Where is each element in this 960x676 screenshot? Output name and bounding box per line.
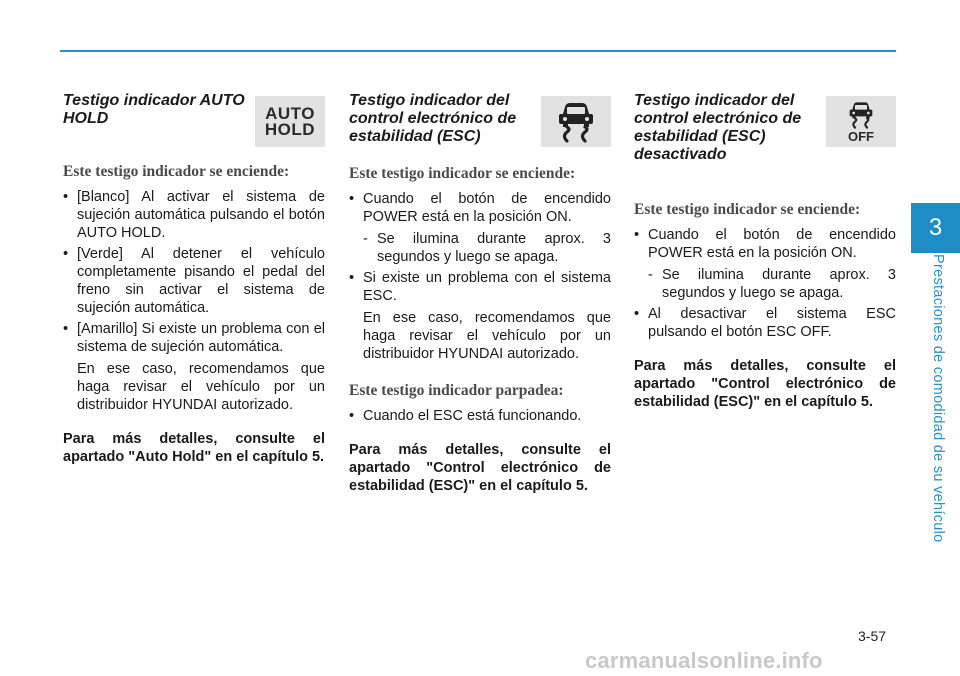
list-item: • Al desactivar el sistema ESC pulsando el botón ESC OFF. (634, 306, 896, 340)
section-header (634, 92, 896, 164)
list-item-note: En ese caso, recomendamos que haga revisar el vehículo por un distribuidor HYUNDAI autorizado. (77, 361, 325, 413)
section-title: Testigo indicador del control electrónico de estabilidad (ESC) (349, 92, 517, 145)
list-item: • Si existe un problema con el sistema ESC. (349, 270, 611, 304)
list-item: • Cuando el botón de encendido POWER está en la posición ON. (349, 191, 611, 225)
watermark: carmanualsonline.info (585, 648, 823, 673)
auto-hold-icon-line-1: AUTO (265, 103, 315, 123)
esc-skid-car-icon (541, 96, 611, 147)
list-item-note: En ese caso, recomendamos que haga revisar el vehículo por un distribuidor HYUNDAI autorizado. (363, 310, 611, 362)
list-item: • [Verde] Al detener el vehículo completamente pisando el pedal del freno sin activar el sistema de sujeción automática. (63, 246, 325, 316)
esc-off-car-icon (826, 96, 896, 147)
list-item: • [Blanco] Al activar el sistema de sujeción automática pulsando el botón AUTO HOLD. (63, 189, 325, 241)
reference-note: Para más detalles, consulte el apartado "Auto Hold" en el capítulo 5. (63, 431, 325, 465)
reference-note: Para más detalles, consulte el apartado "Control electrónico de estabilidad (ESC)" en el capítulo 5. (349, 442, 611, 494)
list-item: • [Amarillo] Si existe un problema con el sistema de sujeción automática. (63, 321, 325, 355)
section-subtitle: Este testigo indicador se enciende: (349, 165, 576, 182)
auto-hold-icon-line-2: HOLD (264, 119, 316, 139)
list-subitem: - Se ilumina durante aprox. 3 segundos y luego se apaga. (363, 231, 611, 265)
section-subtitle: Este testigo indicador se enciende: (63, 163, 290, 180)
list-item: • Cuando el botón de encendido POWER está en la posición ON. (634, 227, 896, 261)
section-title: Testigo indicador del control electrónico de estabilidad (ESC) desactivado (634, 92, 802, 163)
column-esc-off (634, 92, 896, 411)
section-subtitle-2: Este testigo indicador parpadea: (349, 382, 564, 399)
reference-note: Para más detalles, consulte el apartado "Control electrónico de estabilidad (ESC)" en el capítulo 5. (634, 358, 896, 410)
auto-hold-icon (255, 96, 325, 147)
list-subitem: - Se ilumina durante aprox. 3 segundos y luego se apaga. (648, 267, 896, 301)
column-esc (349, 92, 611, 495)
chapter-tab: 3 (911, 203, 960, 253)
chapter-title: Prestaciones de comodidad de su vehículo (930, 254, 946, 543)
top-rule (60, 50, 896, 52)
list-item: • Cuando el ESC está funcionando. (349, 408, 582, 424)
esc-off-label: OFF (848, 128, 874, 144)
section-subtitle: Este testigo indicador se enciende: (634, 201, 861, 218)
page-number: 3-57 (858, 628, 887, 644)
column-auto-hold (63, 92, 325, 466)
section-header (349, 92, 611, 146)
section-header (63, 92, 325, 144)
section-title: Testigo indicador AUTO HOLD (63, 92, 245, 127)
